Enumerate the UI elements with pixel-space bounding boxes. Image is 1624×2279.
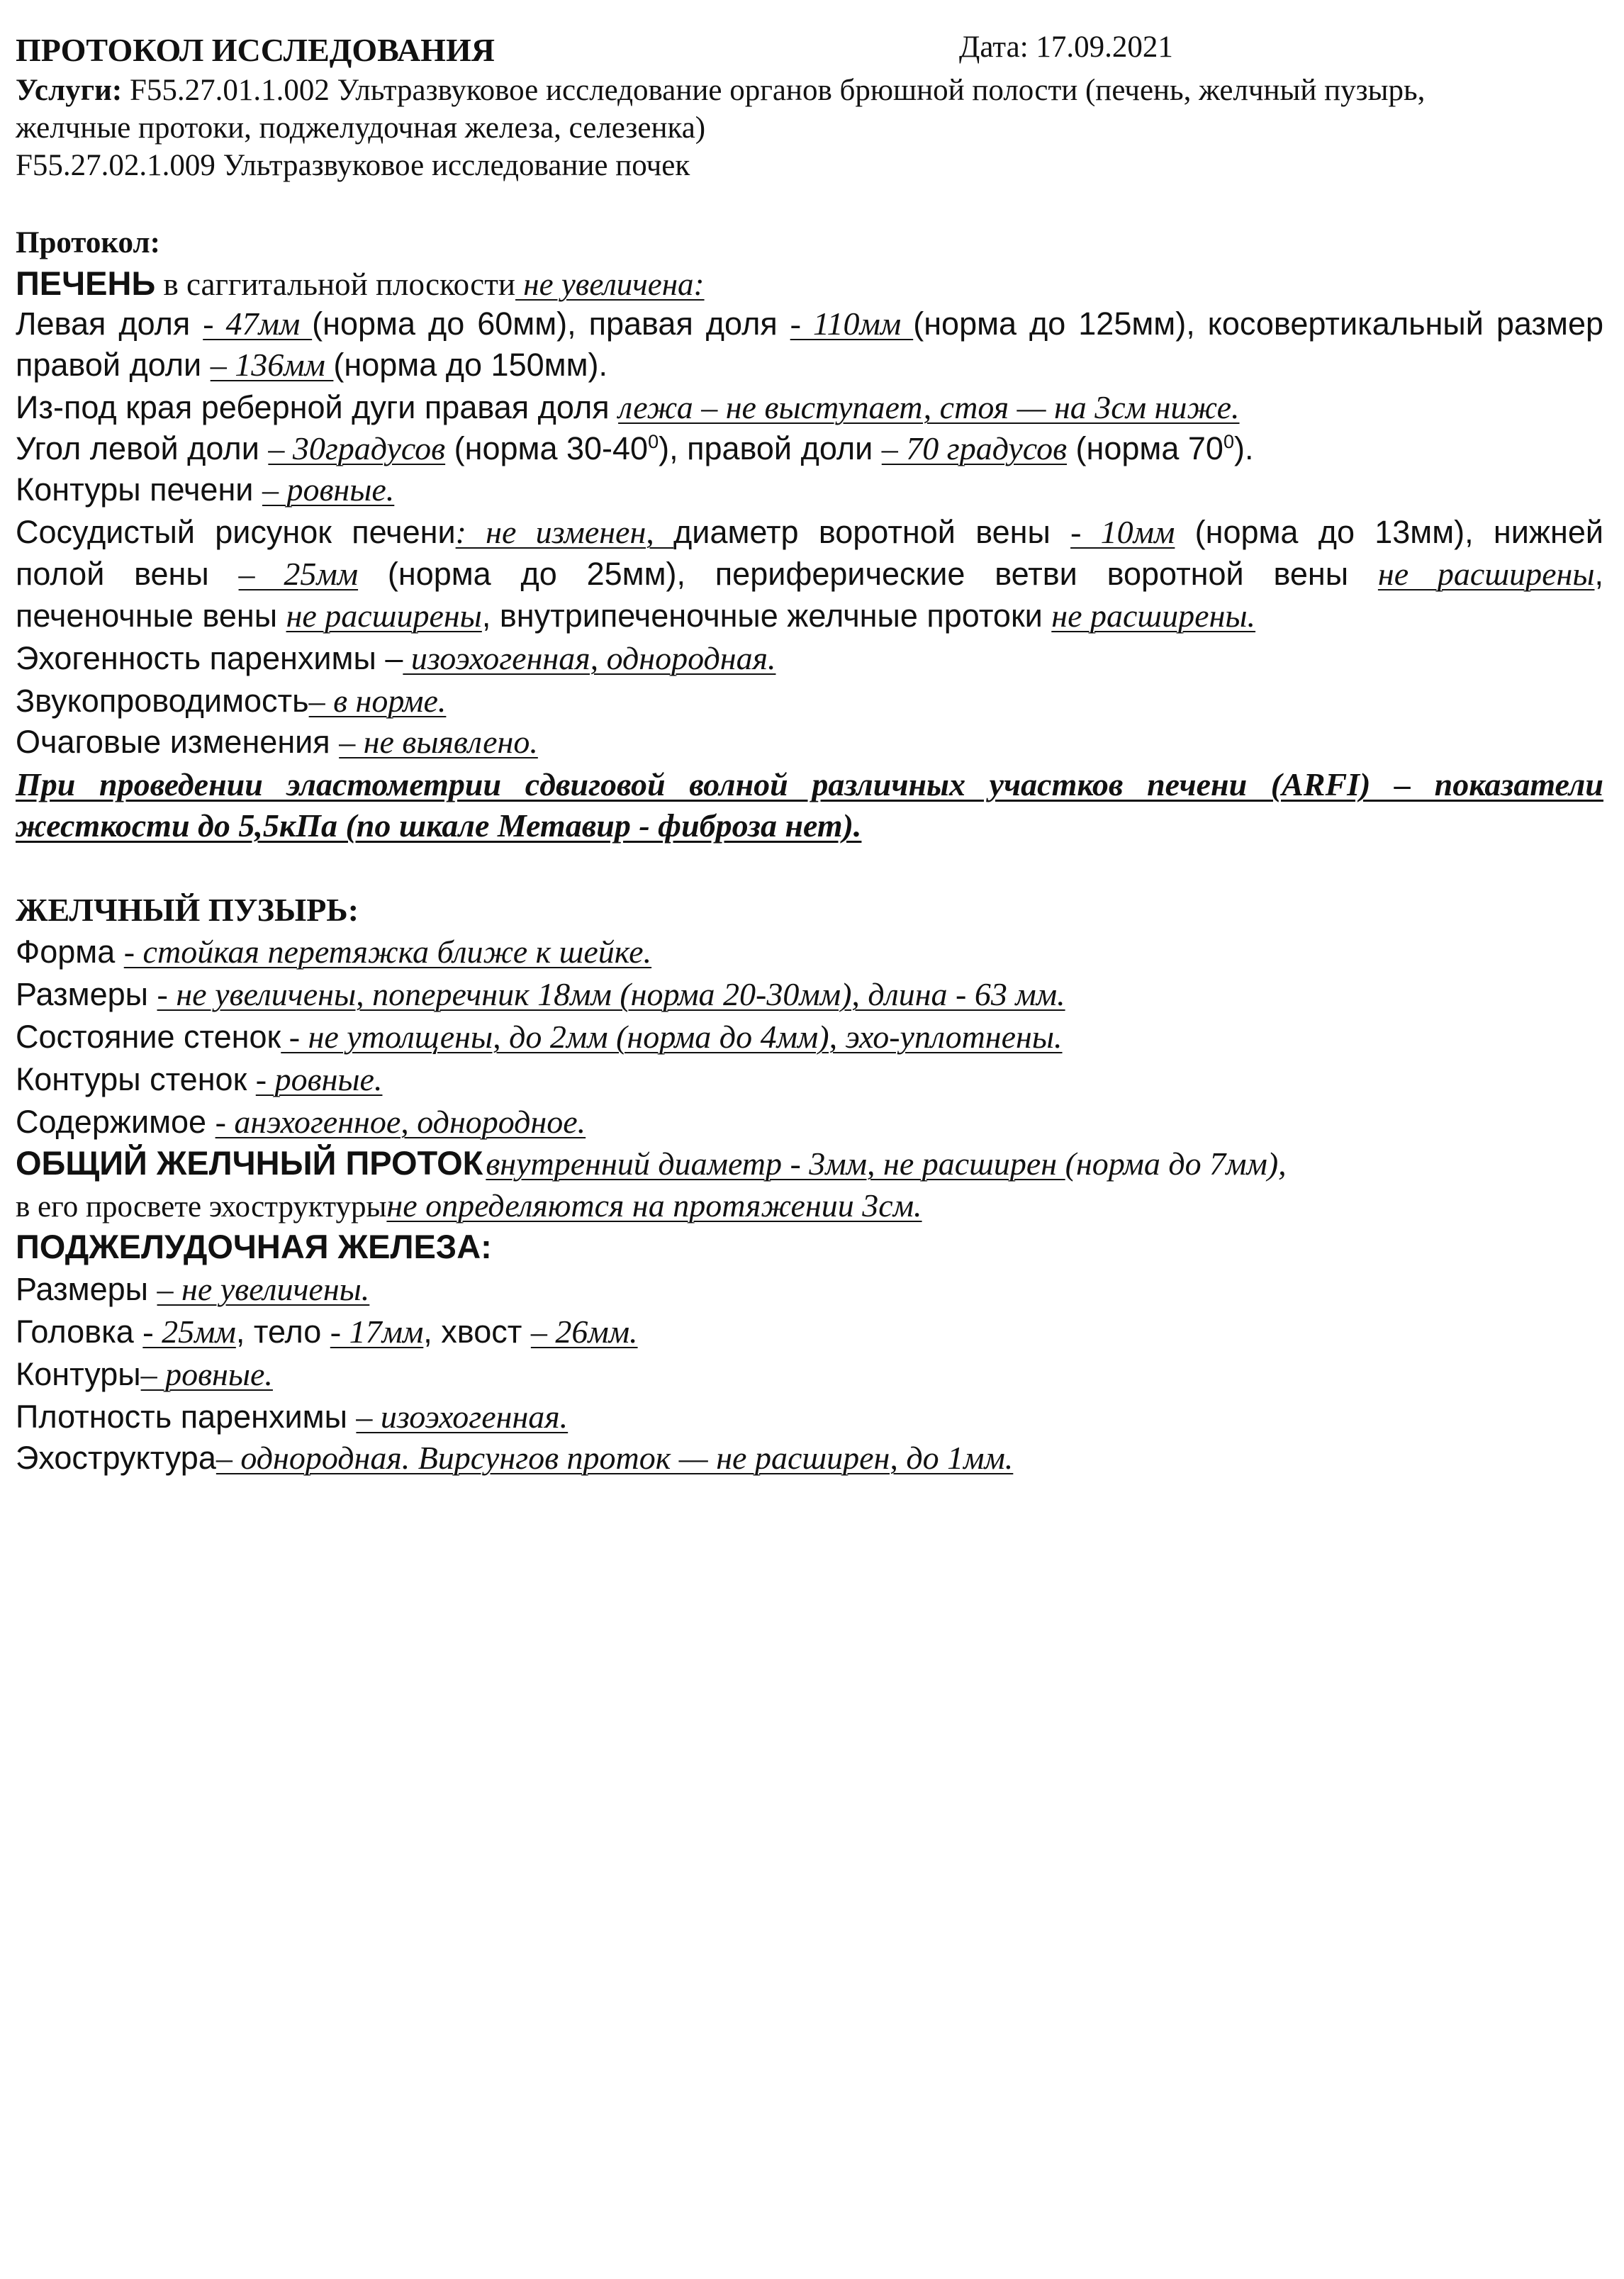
echostructure-value: – однородная. Вирсунгов проток — не расширен, до 1мм. <box>215 1440 1014 1476</box>
contours-value: – ровные. <box>262 471 395 508</box>
gallbladder-contours-line <box>16 1060 382 1098</box>
liver-angle-line <box>16 430 1253 467</box>
elastometry-line-2: жесткости до 5,5кПа (по шкале Метавир - фиброза нет). <box>16 807 862 844</box>
text: ). <box>1233 430 1254 466</box>
services-line-2: желчные протоки, поджелудочная железа, селезенка) <box>16 111 706 145</box>
degree-sup: 0 <box>1223 431 1234 452</box>
portal-vein-value: - 10мм <box>1070 514 1175 550</box>
density-value: – изоэхогенная. <box>356 1399 569 1435</box>
focal-value: – не выявлено. <box>339 724 538 760</box>
service-kidneys: F55.27.02.1.009 Ультразвуковое исследование почек <box>16 149 690 182</box>
text: Сосудистый рисунок печени <box>16 514 456 550</box>
gallbladder-size-line <box>16 975 1065 1013</box>
text: Эхоструктура <box>16 1440 216 1476</box>
duct-value: внутренний диаметр - 3мм, не расширен <box>486 1146 1065 1182</box>
text: Звукопроводимость <box>16 683 309 719</box>
text: правой доли <box>16 347 211 383</box>
bile-ducts-value: не расширены. <box>1051 598 1256 634</box>
gallbladder-shape-line <box>16 933 651 970</box>
portal-branches-value: не расширены <box>1377 556 1595 592</box>
liver-heading: ПЕЧЕНЬ <box>16 264 156 302</box>
text: , <box>1594 556 1603 592</box>
text: (норма до 125мм), косовертикальный размер <box>913 306 1604 342</box>
text: Содержимое <box>16 1104 215 1140</box>
pancreas-size-line <box>16 1270 369 1308</box>
liver-hepatic-veins-line <box>16 597 1255 634</box>
elastometry-line-1: При проведении эластометрии сдвиговой волной различных участков печени (ARFI) – показатели <box>16 766 1603 802</box>
liver-vascular-line <box>16 513 1603 551</box>
pancreas-parts-line <box>16 1313 638 1350</box>
text: , внутрипеченочные желчные протоки <box>481 598 1052 634</box>
right-lobe-value: - 110мм <box>790 306 914 342</box>
text: полой вены <box>16 556 239 592</box>
text: диаметр воротной вены <box>673 514 1071 550</box>
duct-norm: (норма до 7мм), <box>1065 1146 1287 1182</box>
pancreas-echostructure-line <box>16 1439 1013 1477</box>
liver-oblique-line <box>16 346 607 383</box>
size-value: - не увеличены, поперечник 18мм (норма 20-30мм), длина - 63 мм. <box>157 976 1065 1012</box>
body-value: - 17мм <box>330 1314 424 1350</box>
walls-value: - не утолщены, до 2мм (норма до 4мм), эхо-уплотнены. <box>281 1019 1063 1055</box>
service-abdominal: F55.27.01.1.002 Ультразвуковое исследование органов брюшной полости (печень, желчный пузырь, <box>122 74 1426 107</box>
liver-sound-line <box>16 682 446 719</box>
liver-heading-line <box>16 264 705 303</box>
liver-costal-line <box>16 388 1240 426</box>
text: (норма до 60мм), правая доля <box>312 306 790 342</box>
document-date: Дата: 17.09.2021 <box>959 30 1173 64</box>
text: , хвост <box>423 1314 531 1350</box>
text: Очаговые изменения <box>16 724 340 760</box>
liver-focal-line <box>16 723 538 761</box>
left-angle-value: – 30градусов <box>268 430 446 466</box>
page-title: ПРОТОКОЛ ИССЛЕДОВАНИЯ <box>16 32 495 68</box>
pancreas-density-line <box>16 1398 568 1435</box>
left-lobe-value: - 47мм <box>203 306 313 342</box>
text: Из-под края реберной дуги правая доля <box>16 389 619 425</box>
liver-contours-line <box>16 471 394 508</box>
head-value: - 25мм <box>142 1314 236 1350</box>
text: Контуры печени <box>16 471 262 508</box>
text: Размеры <box>16 976 157 1012</box>
text: Угол левой доли <box>16 430 269 466</box>
protocol-label: Протокол: <box>16 226 160 259</box>
text: печеночные вены <box>16 598 286 634</box>
contents-value: - анэхогенное, однородное. <box>215 1104 586 1140</box>
text: в его просвете эхоструктуры <box>16 1190 387 1224</box>
text: (норма 70 <box>1067 430 1223 466</box>
contours-value: – ровные. <box>140 1356 273 1392</box>
duct-heading-line <box>16 1143 1287 1182</box>
text: (норма до 25мм), периферические ветви воротной вены <box>358 556 1378 592</box>
tail-value: – 26мм. <box>530 1314 638 1350</box>
text: Головка <box>16 1314 143 1350</box>
text: (норма до 13мм), нижней <box>1175 514 1604 550</box>
hepatic-veins-value: не расширены <box>286 598 482 634</box>
contours-value: - ровные. <box>255 1061 383 1097</box>
echogenicity-value: изоэхогенная, однородная. <box>403 640 776 676</box>
degree-sup: 0 <box>648 431 659 452</box>
text: (норма до 150мм). <box>333 347 607 383</box>
text: Размеры <box>16 1271 157 1307</box>
gallbladder-contents-line <box>16 1103 586 1141</box>
liver-plane-value: не увеличена: <box>515 267 705 302</box>
pancreas-heading: ПОДЖЕЛУДОЧНАЯ ЖЕЛЕЗА: <box>16 1228 492 1265</box>
costal-value: лежа – не выступает, стоя — на 3см ниже. <box>618 389 1240 425</box>
ivc-value: – 25мм <box>238 556 359 592</box>
text: Форма <box>16 934 124 970</box>
text: Эхогенность паренхимы – <box>16 640 403 676</box>
text: Плотность паренхимы <box>16 1399 357 1435</box>
sound-value: – в норме. <box>308 683 447 719</box>
text: Состояние стенок <box>16 1019 281 1055</box>
text: ), правой доли <box>659 430 882 466</box>
oblique-size-value: – 136мм <box>210 347 334 383</box>
services-label: Услуги: <box>16 74 123 107</box>
text: (норма 30-40 <box>445 430 649 466</box>
duct-lumen-line <box>16 1187 922 1224</box>
liver-echogenicity-line <box>16 639 775 677</box>
text: Левая доля <box>16 306 203 342</box>
vascular-value: : не изменен, <box>455 514 674 550</box>
text: Контуры стенок <box>16 1061 256 1097</box>
liver-ivc-line <box>16 555 1603 593</box>
pancreas-contours-line <box>16 1355 273 1393</box>
size-value: – не увеличены. <box>157 1271 370 1307</box>
shape-value: - стойкая перетяжка ближе к шейке. <box>123 934 652 970</box>
gallbladder-walls-line <box>16 1018 1063 1055</box>
duct-heading: ОБЩИЙ ЖЕЛЧНЫЙ ПРОТОК <box>16 1144 483 1182</box>
liver-lobes-line <box>16 305 1603 342</box>
text: Контуры <box>16 1356 141 1392</box>
text: , тело <box>235 1314 330 1350</box>
right-angle-value: – 70 градусов <box>881 430 1068 466</box>
lumen-value: не определяются на протяжении 3см. <box>386 1187 922 1224</box>
services-line-1 <box>16 73 1425 108</box>
gallbladder-heading: ЖЕЛЧНЫЙ ПУЗЫРЬ: <box>16 892 359 928</box>
liver-plane-text: в саггитальной плоскости <box>155 267 516 302</box>
